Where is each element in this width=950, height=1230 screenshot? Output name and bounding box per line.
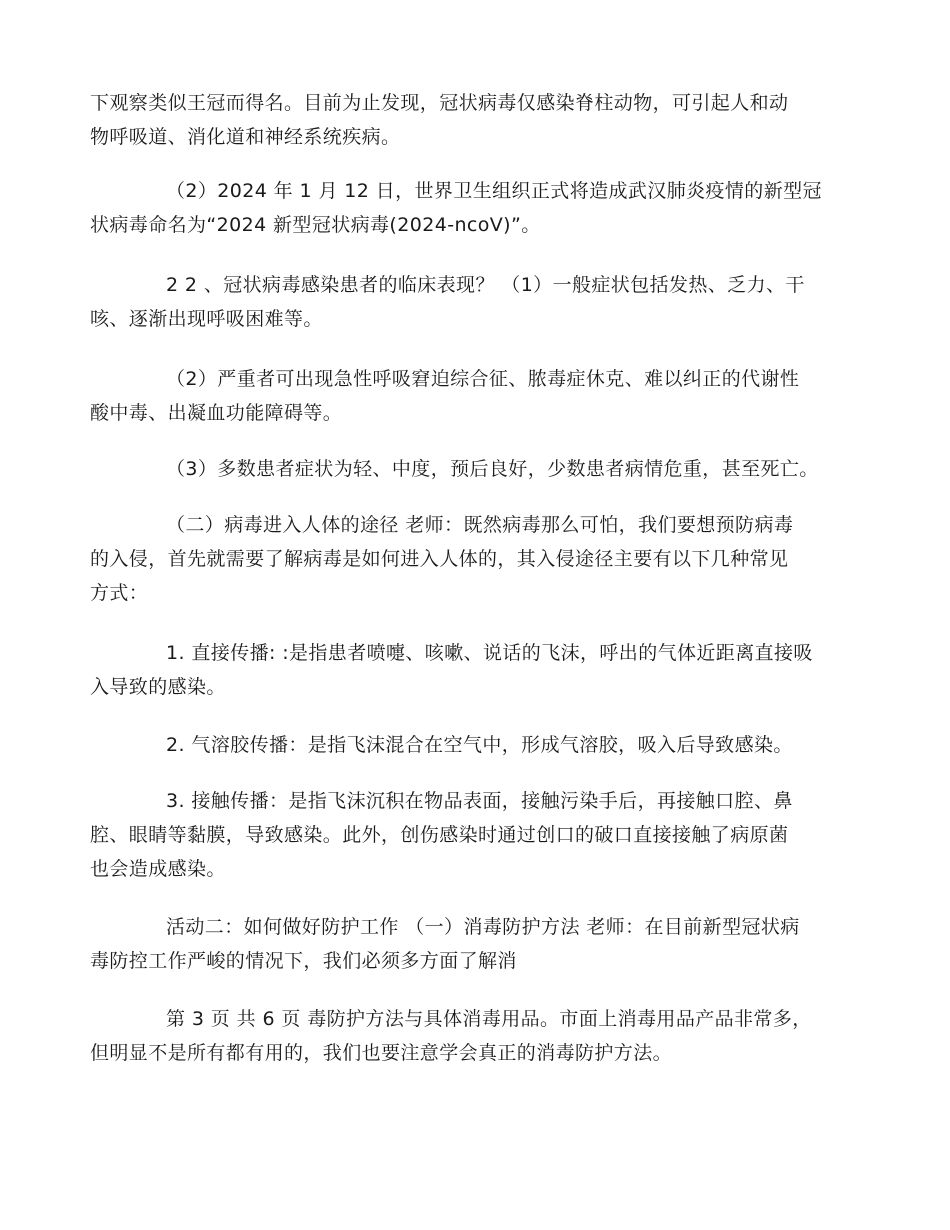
paragraph-who-naming: [90, 174, 860, 242]
paragraph-severe-symptoms: [90, 362, 860, 430]
text-line: 的入侵，首先就需要了解病毒是如何进入人体的，其入侵途径主要有以下几种常见: [90, 548, 789, 570]
text-line: （2）严重者可出现急性呼吸窘迫综合征、脓毒症休克、难以纠正的代谢性: [166, 368, 800, 390]
text-line: 3. 接触传播：是指飞沫沉积在物品表面，接触污染手后，再接触口腔、鼻: [166, 790, 793, 812]
paragraph-contact-transmission: [90, 784, 860, 886]
text-line: 第 3 页 共 6 页 毒防护方法与具体消毒用品。市面上消毒用品产品非常多，: [166, 1008, 812, 1030]
paragraph-activity-two-protection: [90, 910, 860, 978]
text-line: （2）2024 年 1 月 12 日，世界卫生组织正式将造成武汉肺炎疫情的新型冠: [166, 180, 822, 202]
text-line: 活动二：如何做好防护工作 （一）消毒防护方法 老师：在目前新型冠状病: [166, 916, 800, 938]
text-line: 状病毒命名为“2024 新型冠状病毒(2024-ncoV)”。: [90, 214, 541, 236]
text-line: 物呼吸道、消化道和神经系统疾病。: [90, 126, 401, 148]
text-line: （3）多数患者症状为轻、中度，预后良好，少数患者病情危重，甚至死亡。: [166, 458, 819, 480]
text-line: 1. 直接传播: :是指患者喷嚏、咳嗽、说话的飞沫，呼出的气体近距离直接吸: [166, 642, 813, 664]
text-line: 2 2 、冠状病毒感染患者的临床表现？ （1）一般症状包括发热、乏力、干: [166, 274, 805, 296]
text-line: 酸中毒、出凝血功能障碍等。: [90, 402, 343, 424]
paragraph-clinical-symptoms: [90, 268, 860, 336]
text-line: 毒防控工作严峻的情况下，我们必须多方面了解消: [90, 950, 517, 972]
text-line: 方式：: [90, 582, 149, 604]
paragraph-infection-routes-intro: [90, 508, 860, 610]
paragraph-direct-transmission: [90, 636, 860, 704]
text-line: （二）病毒进入人体的途径 老师：既然病毒那么可怕，我们要想预防病毒: [166, 514, 794, 536]
text-line: 入导致的感染。: [90, 676, 226, 698]
text-line: 2. 气溶胶传播：是指飞沫混合在空气中，形成气溶胶，吸入后导致感染。: [166, 734, 793, 756]
text-line: 下观察类似王冠而得名。目前为止发现，冠状病毒仅感染脊柱动物，可引起人和动: [90, 92, 789, 114]
text-line: 也会造成感染。: [90, 858, 226, 880]
paragraph-page-footer-disinfection: [90, 1002, 860, 1070]
paragraph-coronavirus-naming-origin: [90, 86, 860, 154]
text-line: 腔、眼睛等黏膜，导致感染。此外，创伤感染时通过创口的破口直接接触了病原菌: [90, 824, 789, 846]
text-line: 但明显不是所有都有用的，我们也要注意学会真正的消毒防护方法。: [90, 1042, 673, 1064]
text-line: 咳、逐渐出现呼吸困难等。: [90, 308, 323, 330]
paragraph-aerosol-transmission: [90, 728, 860, 762]
paragraph-prognosis: [90, 452, 860, 486]
